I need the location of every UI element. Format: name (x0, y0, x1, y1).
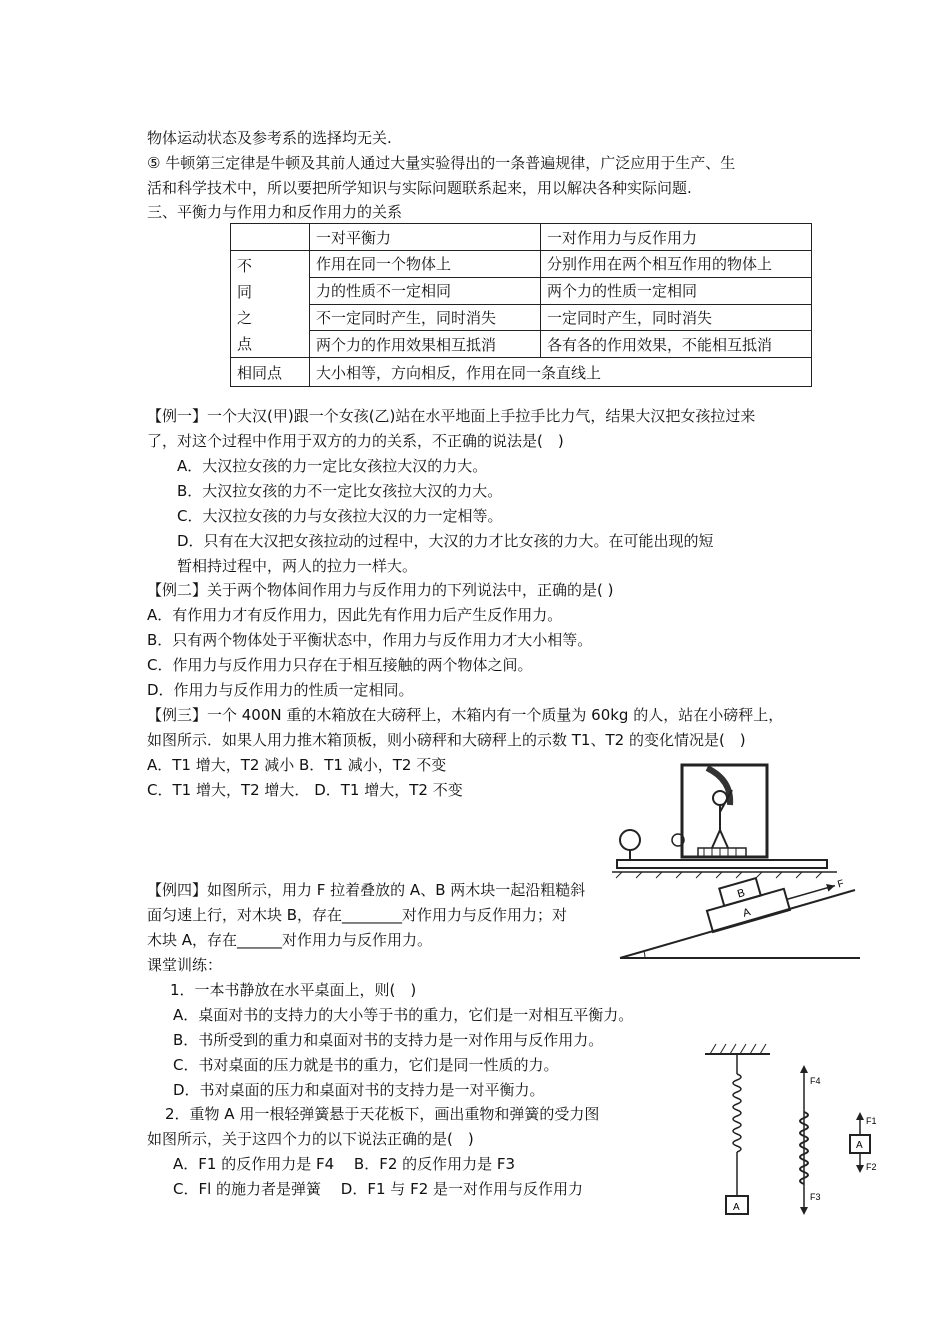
table-row (231, 251, 812, 278)
ex2-option-a: A．有作用力才有反作用力，因此先有作用力后产生反作用力。 (147, 606, 563, 624)
table-cell: 不一定同时产生，同时消失 (310, 304, 541, 331)
ex4-line-3: 木块 A，存在______对作用力与反作用力。 (147, 931, 433, 949)
practice-q1: 1．一本书静放在水平桌面上，则( ) (170, 981, 417, 999)
force-f3-label: F3 (810, 1192, 821, 1202)
ex1-option-b: B．大汉拉女孩的力不一定比女孩拉大汉的力大。 (177, 482, 503, 500)
table-cell: 力的性质不一定相同 (310, 277, 541, 304)
table-cell: 两个力的性质一定相同 (541, 277, 812, 304)
ex2-option-b: B．只有两个物体处于平衡状态中，作用力与反作用力才大小相等。 (147, 631, 593, 649)
intro-line-2: ⑤ 牛顿第三定律是牛顿及其前人通过大量实验得出的一条普遍规律，广泛应用于生产、生 (147, 154, 736, 172)
practice-q2-options-ab: A．F1 的反作用力是 F4 B．F2 的反作用力是 F3 (173, 1155, 516, 1173)
ex2-option-d: D．作用力与反作用力的性质一定相同。 (147, 681, 414, 699)
practice-q2-line-1: 2．重物 A 用一根轻弹簧悬于天花板下，画出重物和弹簧的受力图 (165, 1105, 600, 1123)
table-header-cell: 一对平衡力 (310, 224, 541, 251)
comparison-table (230, 223, 812, 387)
ex1-line-2: 了，对这个过程中作用于双方的力的关系，不正确的说法是( ) (147, 432, 564, 450)
block-a-label: A (856, 1140, 863, 1151)
table-header-row (231, 224, 812, 251)
ex1-option-d-line-1: D．只有在大汉把女孩拉动的过程中，大汉的力才比女孩的力大。在可能出现的短 (177, 532, 714, 550)
practice-q1-option-c: C．书对桌面的压力就是书的重力，它们是同一性质的力。 (173, 1056, 559, 1074)
force-f1-label: F1 (866, 1116, 877, 1126)
spring-forces-figure (700, 1040, 895, 1225)
table-header-cell: 一对作用力与反作用力 (541, 224, 812, 251)
section-title: 三、平衡力与作用力和反作用力的关系 (147, 203, 403, 221)
incline-blocks-figure (615, 870, 865, 965)
diff-label-char: 不 (237, 257, 253, 275)
block-a-label: A (741, 906, 752, 920)
intro-line-1: 物体运动状态及参考系的选择均无关. (147, 129, 392, 147)
table-row (231, 331, 812, 358)
ex1-option-d-line-2: 暂相持过程中，两人的拉力一样大。 (177, 557, 418, 575)
same-label-cell: 相同点 (231, 358, 310, 387)
diff-label-cell (231, 251, 310, 358)
ex2-option-c: C．作用力与反作用力只存在于相互接触的两个物体之间。 (147, 656, 533, 674)
diff-label-char: 之 (237, 309, 253, 327)
practice-title: 课堂训练： (147, 956, 223, 974)
force-f2-label: F2 (866, 1162, 877, 1172)
table-cell: 分别作用在两个相互作用的物体上 (541, 251, 812, 278)
ex3-options-cd: C．T1 增大，T2 增大． D．T1 增大，T2 不变 (147, 781, 463, 799)
practice-q1-option-d: D．书对桌面的压力和桌面对书的支持力是一对平衡力。 (173, 1081, 545, 1099)
force-f4-label: F4 (810, 1076, 821, 1086)
intro-line-3: 活和科学技术中，所以要把所学知识与实际问题联系起来，用以解决各种实际问题. (147, 179, 692, 197)
ex3-options-ab: A．T1 增大，T2 减小 B．T1 减小，T2 不变 (147, 756, 447, 774)
table-row (231, 277, 812, 304)
ex3-line-1: 【例三】一个 400N 重的木箱放在大磅秤上，木箱内有一个质量为 60kg 的人，站在小磅秤上， (147, 706, 784, 724)
table-cell: 两个力的作用效果相互抵消 (310, 331, 541, 358)
practice-q2-options-cd: C．Fl 的施力者是弹簧 D．F1 与 F2 是一对作用与反作用力 (173, 1180, 584, 1198)
ex3-line-2: 如图所示．如果人用力推木箱顶板，则小磅秤和大磅秤上的示数 T1、T2 的变化情况是( ) (147, 731, 746, 749)
table-row (231, 358, 812, 387)
ex1-option-a: A．大汉拉女孩的力一定比女孩拉大汉的力大。 (177, 457, 488, 475)
weight-a-label: A (733, 1202, 740, 1213)
diff-label-char: 点 (237, 335, 253, 353)
ex1-line-1: 【例一】一个大汉(甲)跟一个女孩(乙)站在水平地面上手拉手比力气，结果大汉把女孩拉过来 (147, 407, 756, 425)
ex4-line-2: 面匀速上行，对木块 B，存在________对作用力与反作用力；对 (147, 906, 568, 924)
practice-q2-line-2: 如图所示，关于这四个力的以下说法正确的是( ) (147, 1130, 474, 1148)
ex4-line-1: 【例四】如图所示，用力 F 拉着叠放的 A、B 两木块一起沿粗糙斜 (147, 881, 586, 899)
table-cell: 大小相等，方向相反，作用在同一条直线上 (310, 358, 812, 387)
scales-box-figure (612, 760, 862, 885)
table-row (231, 304, 812, 331)
force-f-label: F (836, 878, 846, 891)
table-header-cell (231, 224, 310, 251)
table-cell: 一定同时产生，同时消失 (541, 304, 812, 331)
ex2-line-1: 【例二】关于两个物体间作用力与反作用力的下列说法中，正确的是( ) (147, 581, 614, 599)
diff-label-char: 同 (237, 283, 253, 301)
practice-q1-option-a: A．桌面对书的支持力的大小等于书的重力，它们是一对相互平衡力。 (173, 1006, 634, 1024)
block-b-label: B (736, 886, 747, 901)
table-cell: 各有各的作用效果，不能相互抵消 (541, 331, 812, 358)
table-cell: 作用在同一个物体上 (310, 251, 541, 278)
ex1-option-c: C．大汉拉女孩的力与女孩拉大汉的力一定相等。 (177, 507, 503, 525)
practice-q1-option-b: B．书所受到的重力和桌面对书的支持力是一对作用与反作用力。 (173, 1031, 604, 1049)
